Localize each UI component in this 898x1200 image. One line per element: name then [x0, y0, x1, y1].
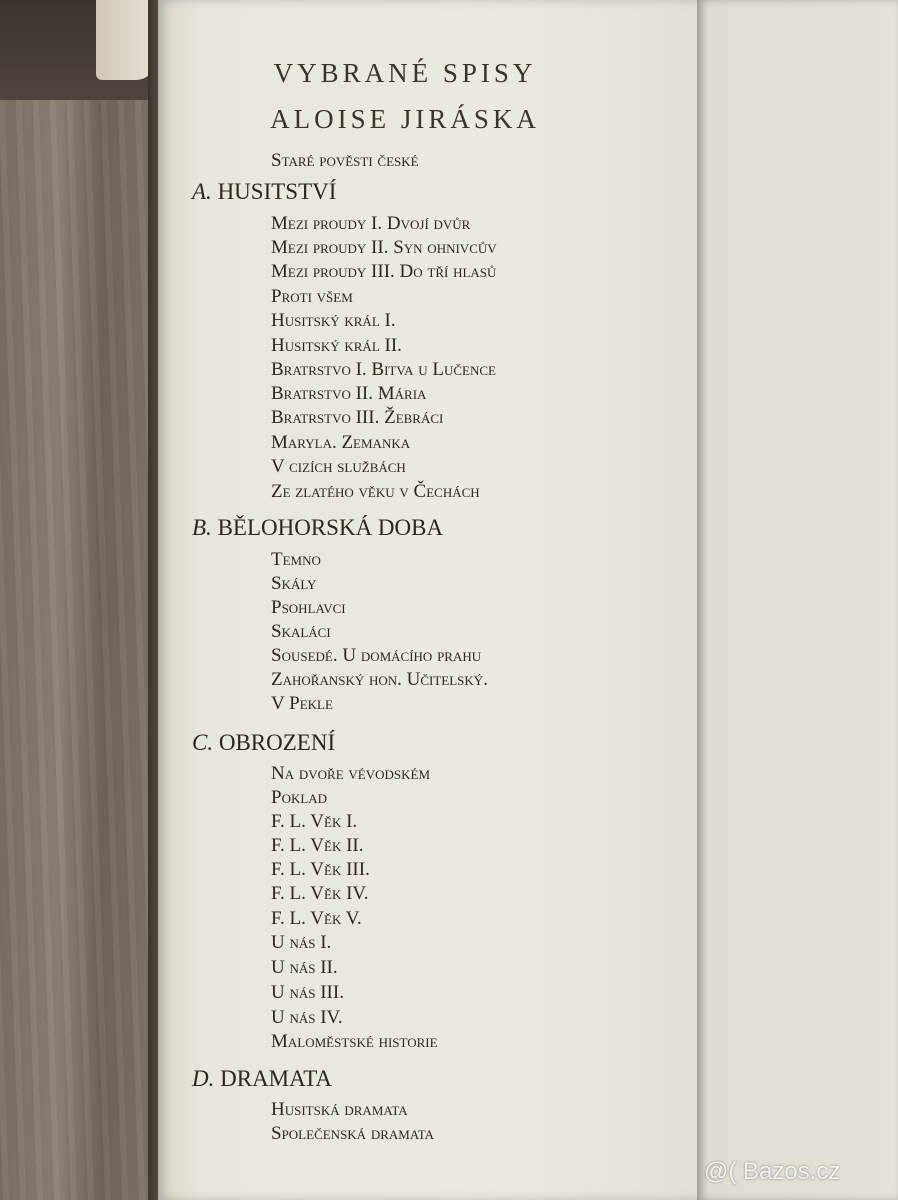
volume-title: Mezi proudy I. Dvojí dvůr: [271, 213, 471, 234]
volume-title: Maloměstské historie: [271, 1031, 438, 1052]
section-letter: A.: [192, 179, 212, 204]
volume-title: V cizích službách: [271, 456, 406, 477]
volume-title: Mezi proudy II. Syn ohnivcův: [271, 237, 497, 258]
series-title: VYBRANÉ SPISY: [273, 58, 537, 88]
section-title: BĚLOHORSKÁ DOBA: [217, 515, 444, 540]
volume-title: Ze zlatého věku v Čechách: [271, 481, 480, 502]
volume-title: F. L. Věk IV.: [271, 883, 369, 904]
section-title: DRAMATA: [220, 1066, 333, 1091]
volume-title: Maryla. Zemanka: [271, 432, 411, 453]
author-title: ALOISE JIRÁSKA: [270, 104, 540, 134]
volume-title: Bratrstvo II. Mária: [271, 383, 427, 404]
section-title: HUSITSTVÍ: [217, 179, 337, 204]
section-title: OBROZENÍ: [218, 730, 336, 755]
volume-title: Skaláci: [271, 621, 331, 642]
section-heading: [192, 179, 336, 205]
volume-title: F. L. Věk II.: [271, 835, 364, 856]
section-heading: [192, 730, 335, 756]
volume-title: Skály: [271, 573, 317, 594]
volume-title: Poklad: [271, 787, 328, 808]
volume-title: Zahořanský hon. Učitelský.: [271, 669, 488, 690]
section-heading: [192, 515, 443, 541]
section-letter: D.: [192, 1066, 215, 1091]
volume-title: Husitská dramata: [271, 1099, 408, 1120]
watermark: @( Bazos.cz: [704, 1158, 841, 1185]
volume-title: Temno: [271, 549, 321, 570]
volume-title: U nás IV.: [271, 1007, 343, 1028]
volume-title: Proti všem: [271, 286, 353, 307]
volume-title: V Pekle: [271, 693, 333, 714]
volume-title: Bratrstvo III. Žebráci: [271, 407, 444, 428]
volume-title: U nás III.: [271, 982, 344, 1003]
volume-title: Psohlavci: [271, 597, 346, 618]
volume-title: Mezi proudy III. Do tří hlasů: [271, 261, 497, 282]
volume-title: Husitský král II.: [271, 335, 402, 356]
volume-title: U nás I.: [271, 932, 332, 953]
volume-title: Na dvoře vévodském: [271, 763, 430, 784]
section-letter: C.: [192, 730, 214, 755]
volume-title: Staré pověsti české: [271, 150, 419, 171]
section-letter: B.: [192, 515, 212, 540]
volume-title: F. L. Věk III.: [271, 859, 370, 880]
volume-title: Husitský král I.: [271, 310, 396, 331]
volume-title: U nás II.: [271, 957, 338, 978]
volume-title: F. L. Věk I.: [271, 811, 358, 832]
volume-title: F. L. Věk V.: [271, 908, 362, 929]
volume-title: Sousedé. U domácího prahu: [271, 645, 482, 666]
volume-title: Bratrstvo I. Bitva u Lučence: [271, 359, 496, 380]
volume-title: Společenská dramata: [271, 1123, 435, 1144]
section-heading: [192, 1066, 332, 1092]
